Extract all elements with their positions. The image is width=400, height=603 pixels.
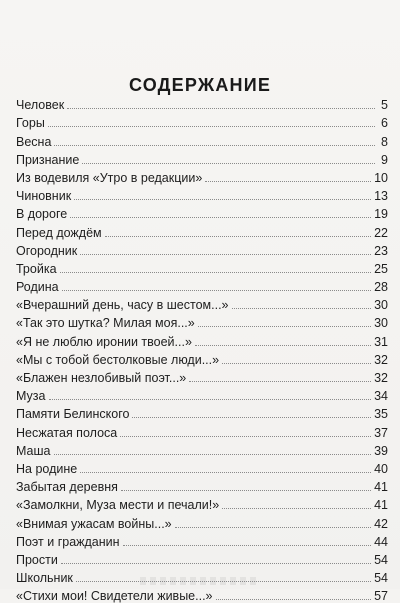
dot-leader — [54, 454, 372, 455]
toc-entry — [16, 585, 388, 603]
toc-entry — [16, 112, 388, 130]
toc-entry-title: «Я не люблю иронии твоей...» — [16, 334, 192, 349]
dot-leader — [120, 436, 371, 437]
toc-entry-page-number: 30 — [374, 316, 388, 331]
dot-leader — [67, 108, 375, 109]
toc-entry — [16, 476, 388, 494]
dot-leader — [74, 199, 371, 200]
toc-entry-title: Муза — [16, 389, 46, 404]
toc-entry-page-number: 10 — [374, 170, 388, 185]
toc-entry — [16, 221, 388, 239]
toc-entry-page-number: 41 — [374, 498, 388, 513]
toc-entry — [16, 531, 388, 549]
table-of-contents — [16, 94, 388, 603]
toc-entry-page-number: 37 — [374, 425, 388, 440]
bleed-through-text — [60, 0, 360, 12]
toc-entry — [16, 349, 388, 367]
toc-entry-title: Несжатая полоса — [16, 425, 118, 440]
toc-entry-title: «Внимая ужасам войны...» — [16, 516, 172, 531]
bleed-through-marks — [140, 577, 260, 585]
toc-entry-title: В дороге — [16, 207, 68, 222]
dot-leader — [121, 490, 371, 491]
toc-entry — [16, 312, 388, 330]
toc-entry-title: Горы — [16, 116, 45, 131]
toc-entry-title: «Так это шутка? Милая моя...» — [16, 316, 195, 331]
toc-entry-title: Перед дождём — [16, 225, 102, 240]
dot-leader — [222, 508, 371, 509]
toc-entry — [16, 367, 388, 385]
toc-entry — [16, 130, 388, 148]
dot-leader — [132, 417, 371, 418]
dot-leader — [175, 527, 371, 528]
toc-entry-page-number: 34 — [374, 389, 388, 404]
toc-entry-page-number: 40 — [374, 461, 388, 476]
dot-leader — [48, 126, 375, 127]
toc-entry-title: На родине — [16, 461, 78, 476]
toc-entry — [16, 385, 388, 403]
toc-entry — [16, 94, 388, 112]
toc-entry-title: Памяти Белинского — [16, 407, 130, 422]
toc-entry — [16, 203, 388, 221]
dot-leader — [123, 545, 372, 546]
toc-entry-title: Родина — [16, 280, 59, 295]
toc-entry-page-number: 41 — [374, 480, 388, 495]
toc-entry-page-number: 44 — [374, 534, 388, 549]
toc-entry-page-number: 19 — [374, 207, 388, 222]
toc-entry-title: Из водевиля «Утро в редакции» — [16, 170, 203, 185]
toc-entry-page-number: 31 — [374, 334, 388, 349]
dot-leader — [54, 145, 375, 146]
dot-leader — [216, 599, 372, 600]
dot-leader — [222, 363, 371, 364]
toc-entry — [16, 294, 388, 312]
toc-entry-page-number: 5 — [381, 98, 388, 113]
toc-entry-title: Школьник — [16, 571, 73, 586]
toc-entry — [16, 185, 388, 203]
toc-entry-title: Прости — [16, 552, 58, 567]
toc-entry-page-number: 23 — [374, 243, 388, 258]
toc-entry — [16, 549, 388, 567]
toc-entry-page-number: 25 — [374, 261, 388, 276]
toc-entry-title: Весна — [16, 134, 52, 149]
page-title: СОДЕРЖАНИЕ — [128, 75, 272, 96]
toc-entry-title: «Мы с тобой бестолковые люди...» — [16, 352, 220, 367]
dot-leader — [205, 181, 371, 182]
dot-leader — [80, 472, 371, 473]
toc-entry-page-number: 22 — [374, 225, 388, 240]
toc-entry-page-number: 35 — [374, 407, 388, 422]
toc-entry — [16, 403, 388, 421]
dot-leader — [61, 563, 371, 564]
toc-entry-page-number: 57 — [374, 589, 388, 603]
toc-entry — [16, 167, 388, 185]
toc-entry — [16, 240, 388, 258]
toc-entry — [16, 494, 388, 512]
toc-entry-title: «Замолкни, Муза мести и печали!» — [16, 498, 220, 513]
dot-leader — [105, 236, 371, 237]
toc-entry-title: «Блажен незлобивый поэт...» — [16, 371, 187, 385]
toc-entry-title: Признание — [16, 152, 80, 167]
toc-entry-title: Забытая деревня — [16, 480, 118, 495]
toc-entry-page-number: 32 — [374, 352, 388, 367]
toc-entry — [16, 258, 388, 276]
toc-entry-page-number: 42 — [374, 516, 388, 531]
toc-entry — [16, 276, 388, 294]
dot-leader — [49, 399, 372, 400]
toc-entry-title: Тройка — [16, 261, 57, 276]
toc-entry-title: Чиновник — [16, 189, 72, 204]
toc-entry — [16, 512, 388, 530]
toc-entry-page-number: 30 — [374, 298, 388, 313]
dot-leader — [82, 163, 375, 164]
toc-entry-page-number: 9 — [381, 152, 388, 167]
toc-entry-page-number: 6 — [381, 116, 388, 131]
toc-entry-page-number: 8 — [381, 134, 388, 149]
toc-entry-page-number: 54 — [374, 571, 388, 586]
dot-leader — [195, 345, 371, 346]
dot-leader — [232, 308, 372, 309]
dot-leader — [198, 326, 371, 327]
toc-entry-title: Поэт и гражданин — [16, 534, 120, 549]
toc-entry-title: Огородник — [16, 243, 78, 258]
toc-entry-page-number: 28 — [374, 280, 388, 295]
dot-leader — [189, 381, 371, 382]
toc-entry — [16, 458, 388, 476]
toc-entry-page-number: 54 — [374, 552, 388, 567]
toc-entry-page-number: 32 — [374, 371, 388, 385]
toc-entry — [16, 440, 388, 458]
dot-leader — [80, 254, 371, 255]
dot-leader — [62, 290, 371, 291]
toc-entry-title: «Вчерашний день, часу в шестом...» — [16, 298, 229, 313]
dot-leader — [60, 272, 372, 273]
toc-entry-page-number: 39 — [374, 443, 388, 458]
dot-leader — [70, 217, 371, 218]
toc-entry-title: «Стихи мои! Свидетели живые...» — [16, 589, 213, 603]
toc-entry — [16, 330, 388, 348]
toc-entry-page-number: 13 — [374, 189, 388, 204]
toc-entry-title: Человек — [16, 98, 65, 113]
toc-entry — [16, 149, 388, 167]
toc-entry-title: Маша — [16, 443, 51, 458]
toc-entry — [16, 421, 388, 439]
